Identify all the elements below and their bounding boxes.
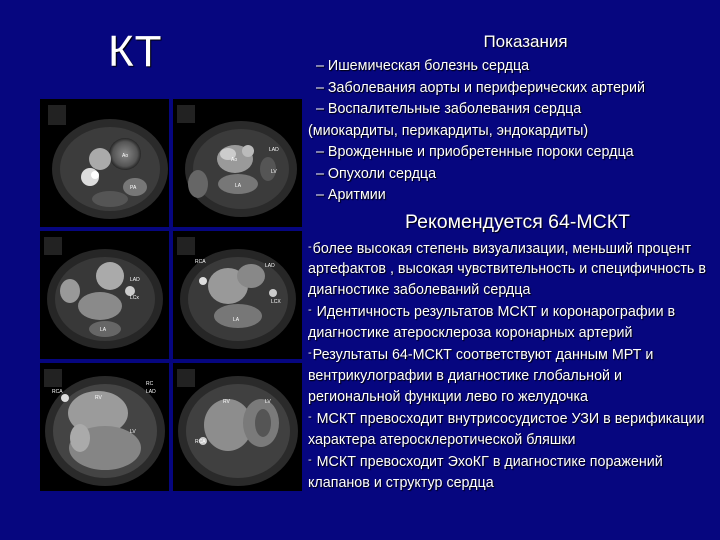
ct-scan-5-label-4: RV	[95, 395, 102, 401]
recommendation-item-5	[308, 450, 713, 493]
indications-list	[308, 56, 713, 207]
indication-item-6: – Опухоли сердца	[316, 165, 437, 182]
ct-scan-2	[173, 99, 302, 227]
ct-scan-1-label-1: Ao	[122, 153, 129, 159]
ct-scan-5-label-2: RC	[146, 381, 154, 387]
ct-scan-grid	[40, 99, 302, 491]
recommendation-text-2: Идентичность результатов МСКТ и коронарографии в диагностике атеросклероза коронарных артерий	[308, 304, 676, 341]
indication-item-3: – Воспалительные заболевания сердца	[316, 101, 582, 117]
ct-scan-3	[40, 231, 169, 359]
ct-scan-4-label-3: LCX	[271, 299, 281, 305]
text-panel	[308, 32, 713, 494]
recommendation-title: Рекомендуется 64-МСКТ	[405, 210, 630, 233]
recommendation-text-3: Результаты 64-МСКТ соответствуют данным МРТ и вентрикулографии в диагностике глобальной и региональной функции лево го желудочка	[308, 347, 654, 405]
ct-scan-2-image	[173, 99, 302, 227]
indication-item-5: – Врожденные и приобретенные пороки сердца	[316, 144, 634, 160]
ct-scan-3-label-1: LAD	[130, 277, 140, 283]
recommendation-item-2	[308, 300, 713, 343]
ct-scan-6-image	[173, 363, 302, 491]
ct-scan-5-label-5: LV	[130, 429, 136, 435]
bullet-dash: -	[308, 240, 312, 253]
ct-scan-1-label-2: PA	[130, 185, 137, 191]
ct-scan-3-label-3: LA	[100, 327, 107, 333]
bullet-dash: -	[308, 304, 312, 317]
bullet-dash: -	[308, 454, 312, 467]
ct-scan-6-label-1: RV	[223, 399, 230, 405]
ct-scan-2-label-1: Ao	[231, 157, 238, 163]
recommendations-list	[308, 237, 713, 494]
ct-scan-4	[173, 231, 302, 359]
indication-item-2: – Заболевания аорты и периферических артерий	[316, 79, 645, 96]
ct-scan-2-label-3: LV	[271, 169, 277, 175]
ct-scan-1	[40, 99, 169, 227]
ct-scan-3-image	[40, 231, 169, 359]
recommendation-text-5: МСКТ превосходит ЭхоКГ в диагностике поражений клапанов и структур сердца	[308, 454, 663, 492]
slide-title: КТ	[108, 27, 163, 76]
ct-scan-4-label-2: LAD	[265, 263, 275, 269]
indications-title: Показания	[483, 32, 568, 51]
ct-scan-6-label-2: LV	[265, 399, 271, 405]
ct-scan-6	[173, 363, 302, 491]
ct-scan-2-label-4: LA	[235, 183, 242, 189]
ct-scan-6-label-3: RCA	[195, 439, 206, 445]
ct-scan-4-image	[173, 231, 302, 359]
bullet-dash: -	[308, 347, 312, 360]
ct-scan-5-label-1: RCA	[52, 389, 63, 395]
ct-scan-5	[40, 363, 169, 491]
recommendation-item-4	[308, 407, 713, 450]
ct-scan-4-label-1: RCA	[195, 259, 206, 265]
indication-item-7: – Аритмии	[316, 187, 386, 203]
ct-scan-1-image	[40, 99, 169, 227]
indication-item-1: – Ишемическая болезнь сердца	[316, 58, 530, 74]
ct-scan-5-image	[40, 363, 169, 491]
recommendation-text-4: МСКТ превосходит внутрисосудистое УЗИ в верификации характера атеросклеротической бляшки	[308, 411, 705, 448]
bullet-dash: -	[308, 411, 312, 424]
ct-scan-4-label-4: LA	[233, 317, 240, 323]
ct-scan-2-label-2: LAD	[269, 147, 279, 153]
indication-item-4: (миокардиты, перикардиты, эндокардиты)	[308, 122, 589, 139]
recommendation-item-1	[308, 237, 713, 301]
ct-scan-5-label-3: LAD	[146, 389, 156, 395]
recommendation-text-1: более высокая степень визуализации, меньший процент артефактов , высокая чувствительность и специфичность в диагностике заболеваний сердца	[308, 240, 706, 298]
ct-scan-3-label-2: LCx	[130, 295, 139, 301]
recommendation-item-3	[308, 343, 713, 407]
